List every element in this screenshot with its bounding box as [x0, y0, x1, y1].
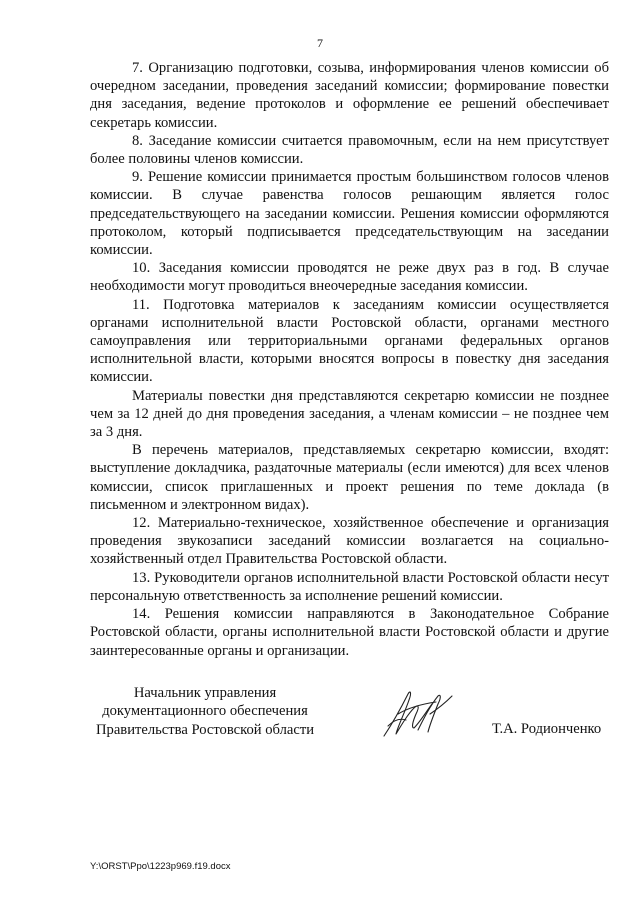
paragraph-13: 13. Руководители органов исполнительной власти Ростовской области несут персональную ответственность за исполнение решений комиссии. — [90, 569, 609, 604]
paragraph-8: 8. Заседание комиссии считается правомочным, если на нем присутствует более половины членов комиссии. — [90, 132, 609, 168]
paragraph-14: 14. Решения комиссии направляются в Законодательное Собрание Ростовской области, органы исполнительной власти Ростовской области и другие заинтересованные органы и организации. — [90, 606, 609, 659]
paragraph-11-materials-list: В перечень материалов, представляемых секретарю комиссии, входят: выступление докладчика, раздаточные материалы (если имеются) для всех членов комиссии, список приглашенных и проект решения по теме доклада (в письменном и электронном видах). — [90, 442, 609, 513]
signatory-position — [86, 684, 324, 739]
page-number: 7 — [317, 36, 323, 50]
handwritten-signature-icon — [378, 684, 456, 742]
signatory-position-line-1: Начальник управления — [133, 685, 277, 701]
paragraph-10: 10. Заседания комиссии проводятся не реже двух раз в год. В случае необходимости могут проводиться внеочередные заседания комиссии. — [90, 260, 609, 295]
paragraph-12: 12. Материально-техническое, хозяйственное обеспечение и организация проведения звукозаписи заседаний комиссии возлагается на социально-хозяйственный отдел Правительства Ростовской области. — [90, 515, 609, 568]
paragraph-7: 7. Организацию подготовки, созыва, информирования членов комиссии об очередном заседании, проведения заседаний комиссии; формирование повестки дня заседания, ведение протоколов и оформление ее решений обеспечивает секретарь комиссии. — [90, 60, 609, 131]
paragraph-11-materials-deadline: Материалы повестки дня представляются секретарю комиссии не позднее чем за 12 дней до дня проведения заседания, а членам комиссии – не позднее чем за 3 дня. — [90, 387, 609, 441]
signatory-name: Т.А. Родионченко — [492, 721, 602, 737]
signature-block — [0, 684, 640, 744]
signatory-position-line-3: Правительства Ростовской области — [95, 721, 315, 738]
document-body — [90, 59, 609, 660]
footer-file-path: Y:\ORST\Ppo\1223p969.f19.docx — [90, 861, 231, 872]
signatory-position-line-2: документационного обеспечения — [102, 703, 308, 720]
paragraph-11: 11. Подготовка материалов к заседаниям комиссии осуществляется органами исполнительной власти Ростовской области, органами местного самоуправления или территориальными органами федеральных органов исполнительной власти, которыми вносятся вопросы в повестку дня заседания комиссии. — [90, 296, 609, 386]
paragraph-9: 9. Решение комиссии принимается простым большинством голосов членов комиссии. В случае равенства голосов решающим является голос председательствующего на заседании комиссии. Решения комиссии оформляются протоколом, который подписывается председательствующим на заседании комиссии. — [90, 169, 609, 259]
